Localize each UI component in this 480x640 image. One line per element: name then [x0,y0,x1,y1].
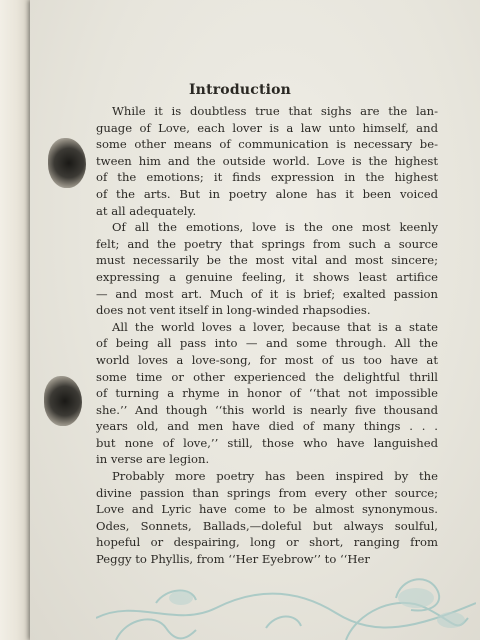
introduction-body [96,103,438,568]
text-line: at all adequately. [96,203,197,218]
text-line: she.’’ And though ‘‘this world is nearly five thousand [96,402,438,417]
text-line: tween him and the outside world. Love is the highest [96,153,438,168]
text-line: expressing a genuine feeling, it shows least artifice [96,269,438,284]
text-line: of the arts. But in poetry alone has it been voiced [96,186,438,201]
text-line: guage of Love, each lover is a law unto himself, and [96,120,438,135]
text-line: some other means of communication is necessary be- [96,137,438,152]
text-line: — and most art. Much of it is brief; exalted passion [96,286,438,301]
text-line: but none of love,’’ still, those who have languished [96,435,438,450]
text-line: of being all pass into — and some through. All the [96,336,438,351]
text-line: felt; and the poetry that springs from such a source [96,236,438,251]
text-line: divine passion than springs from every other source; [96,485,438,500]
text-line: of turning a rhyme in honor of ‘‘that not impossible [96,386,438,401]
floral-ornament-icon [96,558,476,640]
text-line: Love and Lyric have come to be almost synonymous. [96,502,438,517]
text-line: must necessarily be the most vital and most sincere; [96,253,438,268]
page-title: Introduction [188,82,292,98]
text-line: Of all the emotions, love is the one most keenly [112,220,438,235]
text-line: does not vent itself in long-winded rhapsodies. [96,303,371,318]
text-line: All the world loves a lover, because that is a state [112,319,438,334]
text-line: hopeful or despairing, long or short, ranging from [96,535,438,550]
text-line: While it is doubtless true that sighs are the lan- [112,104,438,118]
text-line: Probably more poetry has been inspired by the [112,469,438,484]
text-line: in verse are legion. [96,452,210,467]
binding-hole-top [48,138,86,188]
text-line: some time or other experienced the delightful thrill [96,369,438,384]
text-line: world loves a love-song, for most of us too have at [96,352,438,367]
binding-hole-bottom [44,376,82,426]
text-line: years old, and men have died of many things . . . [96,419,438,434]
text-line: Peggy to Phyllis, from ‘‘Her Eyebrow’’ to ‘‘Her [96,552,370,567]
text-line: of the emotions; it finds expression in the highest [96,170,438,185]
text-line: Odes, Sonnets, Ballads,—doleful but always soulful, [96,518,438,533]
